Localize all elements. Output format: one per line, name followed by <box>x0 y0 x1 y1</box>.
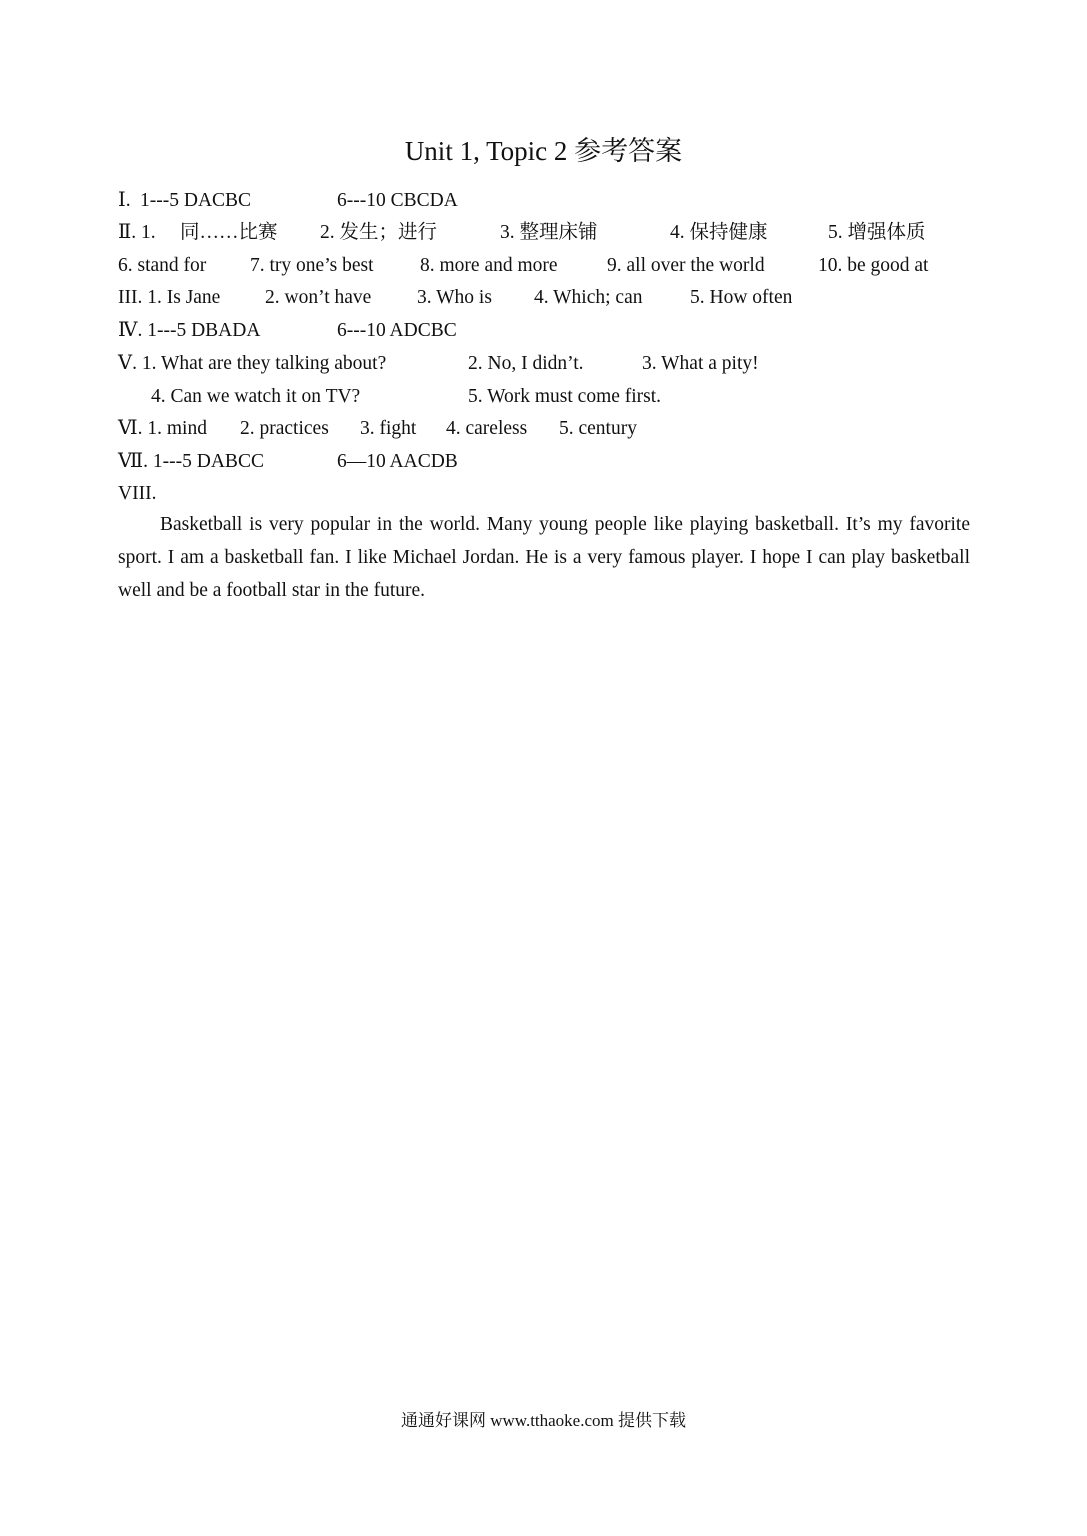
section-2-item: 9. all over the world <box>607 255 765 276</box>
section-1-answers-b: 6---10 CBCDA <box>337 190 458 211</box>
section-6-item: 4. careless <box>446 418 528 439</box>
section-2-item: 4. 保持健康 <box>670 222 768 243</box>
section-5-label: Ⅴ. 1. What are they talking about? <box>118 353 387 374</box>
page-footer: 通通好课网 www.tthaoke.com 提供下载 <box>400 1411 687 1430</box>
section-5-continued <box>0 380 1087 413</box>
section-3-label: III. 1. Is Jane <box>118 287 221 308</box>
section-3 <box>0 281 1087 314</box>
page-title: Unit 1, Topic 2 参考答案 <box>404 136 683 166</box>
section-2-item: 5. 增强体质 <box>828 222 926 243</box>
section-3-item: 5. How often <box>690 287 793 308</box>
section-2-item: 3. 整理床铺 <box>500 222 598 243</box>
section-1-answers-a: 1---5 DACBC <box>140 190 252 211</box>
section-4-label: Ⅳ. 1---5 DBADA <box>118 320 261 341</box>
section-3-item: 2. won’t have <box>265 287 372 308</box>
section-5-item: 3. What a pity! <box>642 353 759 374</box>
section-2-item: 同……比赛 <box>180 222 278 243</box>
section-2-item: 2. 发生；进行 <box>320 222 438 243</box>
section-2-item: 10. be good at <box>818 255 929 276</box>
section-2-item: 6. stand for <box>118 255 207 276</box>
section-5-item: 2. No, I didn’t. <box>468 353 584 374</box>
section-4-answers-b: 6---10 ADCBC <box>337 320 457 341</box>
essay-paragraph <box>118 508 970 607</box>
section-8 <box>0 477 1087 510</box>
section-4 <box>0 314 1087 347</box>
essay-text: Basketball is very popular in the world. Many young people like playing basketball. It’s my favorite sport. I am a basketball fan. I like Michael Jordan. He is a very famous player. I hope I can play basketball well and be a football star in the future. <box>118 514 970 601</box>
section-5-item: 5. Work must come first. <box>468 386 662 407</box>
section-2-item: 7. try one’s best <box>250 255 374 276</box>
section-6-item: 5. century <box>559 418 637 439</box>
section-3-item: 3. Who is <box>417 287 492 308</box>
section-6-label: Ⅵ. 1. mind <box>118 418 207 439</box>
section-2-label: Ⅱ. 1. <box>118 222 156 243</box>
section-5 <box>0 347 1087 380</box>
section-2-item: 8. more and more <box>420 255 558 276</box>
section-6 <box>0 412 1087 445</box>
section-8-label: VIII. <box>118 483 157 504</box>
section-7-answers-b: 6—10 AACDB <box>337 451 458 472</box>
section-7-label: Ⅶ. 1---5 DABCC <box>118 451 264 472</box>
section-2 <box>0 216 1087 249</box>
section-7 <box>0 445 1087 478</box>
section-1 <box>0 184 1087 217</box>
section-6-item: 2. practices <box>240 418 329 439</box>
section-5-item: 4. Can we watch it on TV? <box>151 386 361 407</box>
section-1-label: Ⅰ. <box>118 190 131 211</box>
section-3-item: 4. Which; can <box>534 287 643 308</box>
section-6-item: 3. fight <box>360 418 417 439</box>
section-2-continued <box>0 249 1087 282</box>
